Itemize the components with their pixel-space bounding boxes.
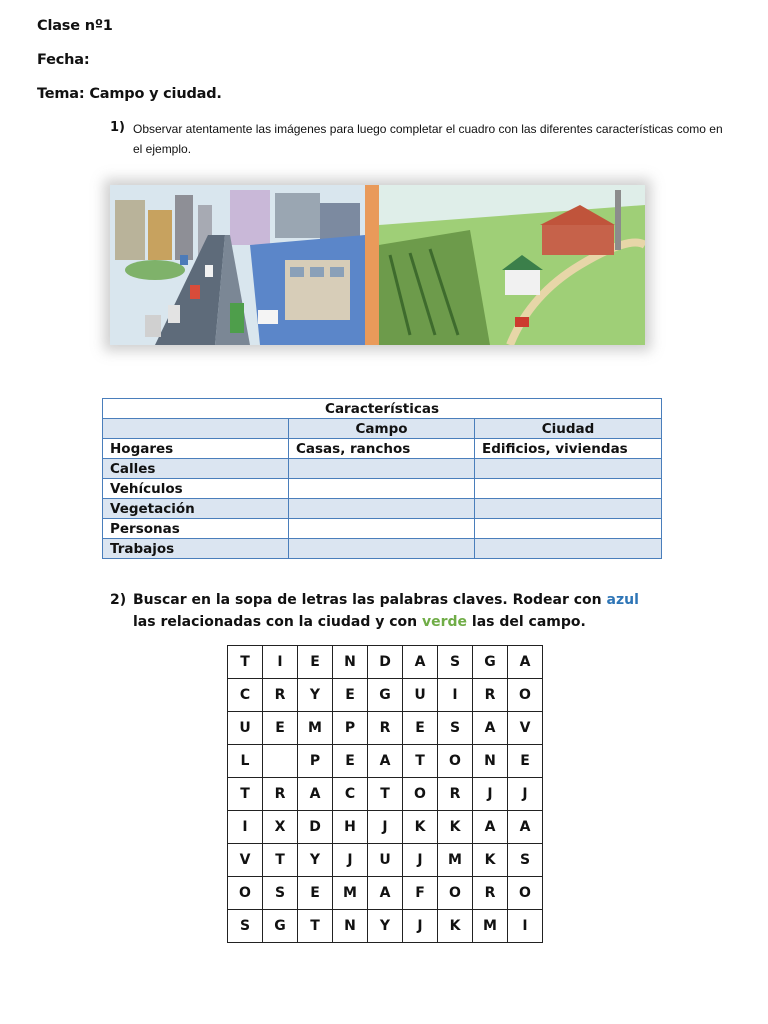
instruction-text: Buscar en la sopa de letras las palabras claves. Rodear con (133, 592, 607, 608)
table-row (103, 519, 662, 539)
letter-cell[interactable]: V (228, 844, 263, 877)
letter-cell[interactable]: D (368, 646, 403, 679)
grid-row (228, 877, 543, 910)
letter-cell[interactable]: J (368, 811, 403, 844)
row-label: Calles (103, 459, 289, 479)
campo-cell: Casas, ranchos (289, 439, 475, 459)
exercise-1-instruction: Observar atentamente las imágenes para luego completar el cuadro con las diferentes características como en el ejemplo. (133, 122, 723, 156)
letter-cell[interactable]: S (263, 877, 298, 910)
campo-cell[interactable] (289, 539, 475, 559)
letter-cell[interactable]: S (438, 646, 473, 679)
letter-cell[interactable]: R (473, 679, 508, 712)
date-label: Fecha: (37, 52, 90, 68)
column-header-campo: Campo (289, 419, 475, 439)
table-row (103, 479, 662, 499)
letter-cell[interactable]: E (508, 745, 543, 778)
row-label: Vehículos (103, 479, 289, 499)
countryside-scene (379, 185, 645, 345)
letter-cell[interactable]: U (403, 679, 438, 712)
letter-cell[interactable]: M (473, 910, 508, 943)
letter-cell[interactable]: A (473, 811, 508, 844)
letter-cell[interactable]: S (438, 712, 473, 745)
letter-cell[interactable]: L (228, 745, 263, 778)
word-verde: verde (421, 614, 468, 630)
letter-cell[interactable]: P (298, 745, 333, 778)
table-title: Características (103, 399, 662, 419)
letter-cell[interactable]: K (403, 811, 438, 844)
letter-cell[interactable]: E (333, 679, 368, 712)
grid-row (228, 712, 543, 745)
letter-cell[interactable]: M (298, 712, 333, 745)
letter-cell[interactable]: R (473, 877, 508, 910)
table-row (103, 459, 662, 479)
letter-cell[interactable]: T (298, 910, 333, 943)
letter-cell[interactable]: V (508, 712, 543, 745)
letter-cell[interactable]: E (403, 712, 438, 745)
letter-cell[interactable]: C (333, 778, 368, 811)
letter-cell[interactable]: M (333, 877, 368, 910)
letter-cell[interactable]: R (263, 778, 298, 811)
letter-cell[interactable] (263, 745, 298, 778)
table-row (103, 499, 662, 519)
letter-cell[interactable]: O (438, 745, 473, 778)
column-header-ciudad: Ciudad (475, 419, 662, 439)
letter-cell[interactable]: K (473, 844, 508, 877)
letter-cell[interactable]: R (438, 778, 473, 811)
city-scene (110, 185, 365, 345)
letter-cell[interactable]: S (228, 910, 263, 943)
letter-cell[interactable]: I (228, 811, 263, 844)
letter-cell[interactable]: A (508, 646, 543, 679)
letter-cell[interactable]: Y (298, 679, 333, 712)
letter-cell[interactable]: O (403, 778, 438, 811)
letter-cell[interactable]: P (333, 712, 368, 745)
table-row (103, 539, 662, 559)
letter-cell[interactable]: N (333, 646, 368, 679)
letter-cell[interactable]: E (298, 877, 333, 910)
letter-cell[interactable]: C (228, 679, 263, 712)
row-label: Trabajos (103, 539, 289, 559)
letter-cell[interactable]: F (403, 877, 438, 910)
letter-cell[interactable]: T (228, 646, 263, 679)
ciudad-cell[interactable] (475, 519, 662, 539)
letter-cell[interactable]: T (403, 745, 438, 778)
letter-cell[interactable]: J (403, 844, 438, 877)
letter-cell[interactable]: G (473, 646, 508, 679)
letter-cell[interactable]: T (263, 844, 298, 877)
instruction-text: las relacionadas con la ciudad y con (133, 614, 422, 630)
letter-cell[interactable]: U (368, 844, 403, 877)
letter-cell[interactable]: I (263, 646, 298, 679)
letter-cell[interactable]: T (228, 778, 263, 811)
letter-cell[interactable]: A (298, 778, 333, 811)
letter-cell[interactable]: H (333, 811, 368, 844)
letter-cell[interactable]: E (298, 646, 333, 679)
grid-row (228, 745, 543, 778)
grid-row (228, 910, 543, 943)
grid-row (228, 778, 543, 811)
ciudad-cell[interactable] (475, 459, 662, 479)
grid-row (228, 844, 543, 877)
letter-cell[interactable]: N (473, 745, 508, 778)
column-header-empty (103, 419, 289, 439)
campo-cell[interactable] (289, 459, 475, 479)
exercise-2-number: 2) (110, 592, 127, 608)
word-azul: azul (606, 592, 639, 608)
ciudad-cell[interactable] (475, 499, 662, 519)
topic-title: Tema: Campo y ciudad. (37, 86, 222, 102)
letter-cell[interactable]: E (263, 712, 298, 745)
letter-cell[interactable]: O (508, 679, 543, 712)
ciudad-cell: Edificios, viviendas (475, 439, 662, 459)
letter-cell[interactable]: K (438, 811, 473, 844)
letter-cell[interactable]: R (368, 712, 403, 745)
letter-cell[interactable]: D (298, 811, 333, 844)
characteristics-table (102, 398, 662, 559)
row-label: Personas (103, 519, 289, 539)
letter-cell[interactable]: Y (298, 844, 333, 877)
letter-cell[interactable]: E (333, 745, 368, 778)
letter-cell[interactable]: J (333, 844, 368, 877)
letter-cell[interactable]: A (508, 811, 543, 844)
table-header-row (103, 419, 662, 439)
letter-cell[interactable]: G (368, 679, 403, 712)
letter-cell[interactable]: O (438, 877, 473, 910)
letter-cell[interactable]: A (368, 877, 403, 910)
grid-row (228, 811, 543, 844)
ciudad-cell[interactable] (475, 539, 662, 559)
letter-cell[interactable]: M (438, 844, 473, 877)
letter-cell[interactable]: I (508, 910, 543, 943)
grid-row (228, 646, 543, 679)
letter-cell[interactable]: O (228, 877, 263, 910)
word-search-grid (227, 645, 543, 943)
letter-cell[interactable]: O (508, 877, 543, 910)
letter-cell[interactable]: T (368, 778, 403, 811)
exercise-2-instruction (133, 589, 653, 633)
ciudad-cell[interactable] (475, 479, 662, 499)
letter-cell[interactable]: Y (368, 910, 403, 943)
letter-cell[interactable]: A (403, 646, 438, 679)
row-label: Vegetación (103, 499, 289, 519)
letter-cell[interactable]: A (473, 712, 508, 745)
letter-cell[interactable]: I (438, 679, 473, 712)
letter-cell[interactable]: U (228, 712, 263, 745)
letter-cell[interactable]: A (368, 745, 403, 778)
letter-cell[interactable]: J (473, 778, 508, 811)
exercise-1-number: 1) (110, 120, 125, 135)
table-row (103, 439, 662, 459)
letter-cell[interactable]: R (263, 679, 298, 712)
letter-cell[interactable]: J (508, 778, 543, 811)
letter-cell[interactable]: K (438, 910, 473, 943)
letter-cell[interactable]: S (508, 844, 543, 877)
letter-cell[interactable]: J (403, 910, 438, 943)
grid-row (228, 679, 543, 712)
campo-cell[interactable] (289, 479, 475, 499)
instruction-text: las del campo. (467, 614, 586, 630)
class-number: Clase nº1 (37, 18, 113, 34)
row-label: Hogares (103, 439, 289, 459)
campo-cell[interactable] (289, 519, 475, 539)
city-countryside-illustration (110, 185, 645, 345)
letter-cell[interactable]: X (263, 811, 298, 844)
letter-cell[interactable]: N (333, 910, 368, 943)
campo-cell[interactable] (289, 499, 475, 519)
letter-cell[interactable]: G (263, 910, 298, 943)
